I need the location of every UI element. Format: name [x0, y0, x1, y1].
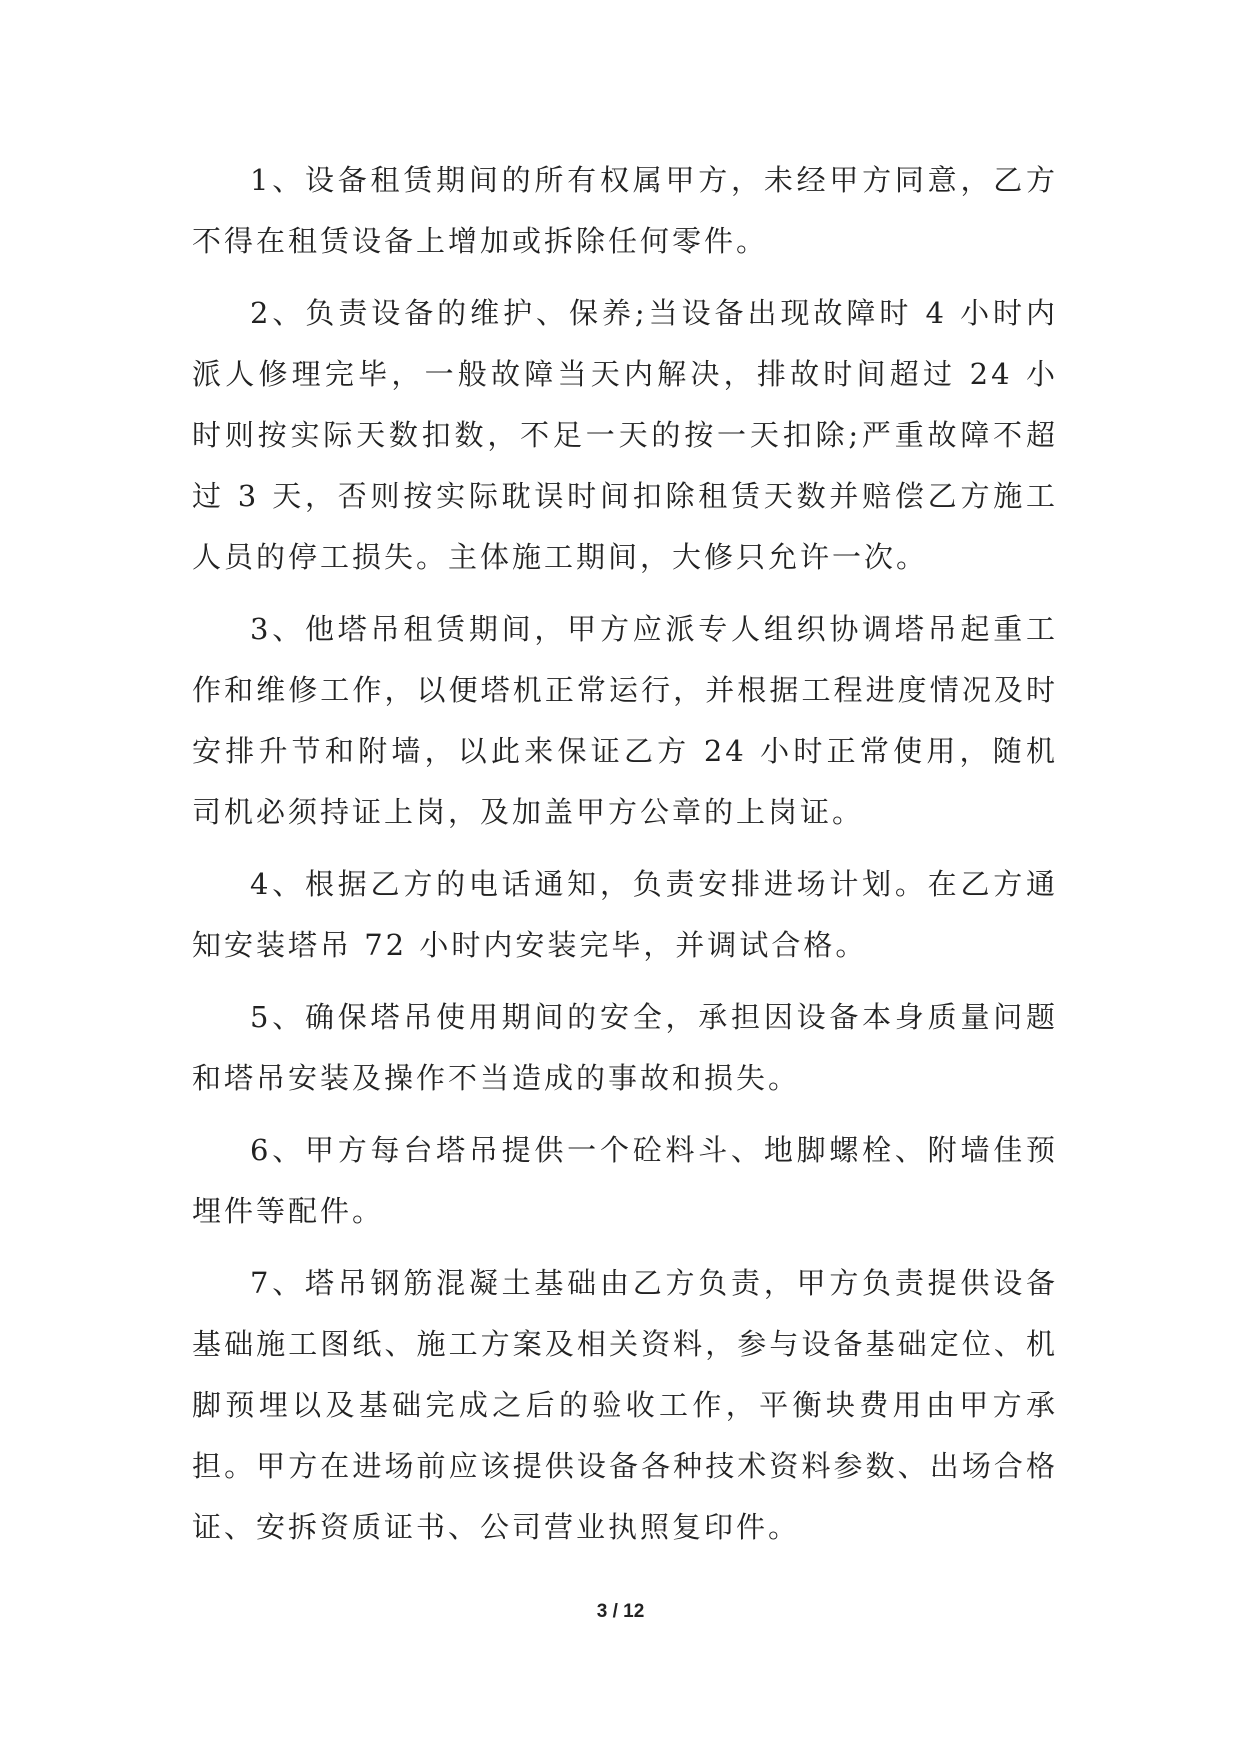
clause-2: 2、负责设备的维护、保养;当设备出现故障时 4 小时内派人修理完毕，一般故障当天内解决，排故时间超过 24 小时则按实际天数扣数，不足一天的按一天扣除;严重故障不超过 3 天，否则按实际耽误时间扣除租赁天数并赔偿乙方施工人员的停工损失。主体施工期间，大修只允许一次。: [192, 296, 1059, 574]
clause-5: 5、确保塔吊使用期间的安全，承担因设备本身质量问题和塔吊安装及操作不当造成的事故和损失。: [192, 1000, 1058, 1095]
clause-4: 4、根据乙方的电话通知，负责安排进场计划。在乙方通知安装塔吊 72 小时内安装完毕，并调试合格。: [192, 867, 1058, 962]
document-body: [192, 150, 1058, 1569]
page-number: 3 / 12: [596, 1601, 645, 1622]
clause-7: 7、塔吊钢筋混凝土基础由乙方负责，甲方负责提供设备基础施工图纸、施工方案及相关资料，参与设备基础定位、机脚预埋以及基础完成之后的验收工作，平衡块费用由甲方承担。甲方在进场前应该提供设备各种技术资料参数、出场合格证、安拆资质证书、公司营业执照复印件。: [192, 1266, 1058, 1544]
clause-6: 6、甲方每台塔吊提供一个砼料斗、地脚螺栓、附墙佳预埋件等配件。: [192, 1133, 1058, 1228]
clause-1: 1、设备租赁期间的所有权属甲方，未经甲方同意，乙方不得在租赁设备上增加或拆除任何零件。: [192, 163, 1058, 258]
clause-3: 3、他塔吊租赁期间，甲方应派专人组织协调塔吊起重工作和维修工作，以便塔机正常运行，并根据工程进度情况及时安排升节和附墙，以此来保证乙方 24 小时正常使用，随机司机必须持证上岗，及加盖甲方公章的上岗证。: [192, 612, 1058, 829]
